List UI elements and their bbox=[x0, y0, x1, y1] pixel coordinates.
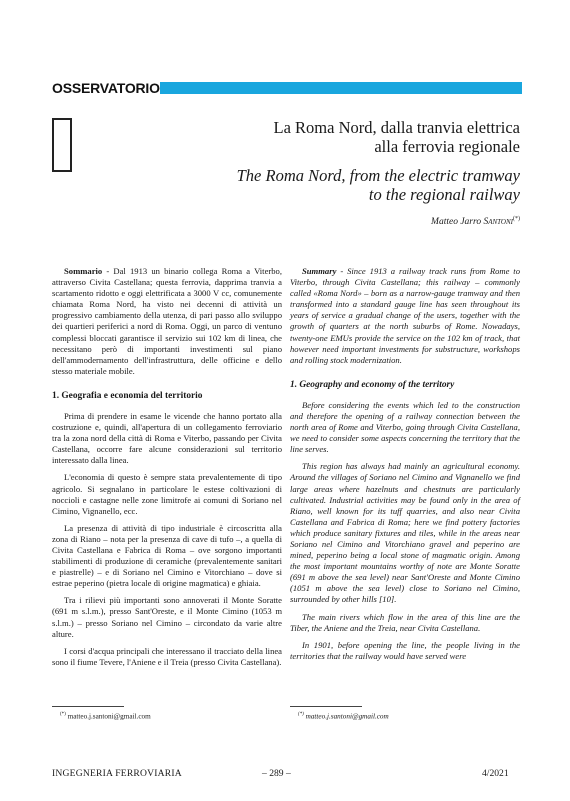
footnote-mark-right: (*) bbox=[298, 712, 304, 717]
footnote-rule-left bbox=[52, 706, 124, 707]
footer-issue: 4/2021 bbox=[482, 768, 509, 779]
abstract-italian bbox=[52, 266, 282, 377]
left-column-italian bbox=[52, 266, 282, 674]
footnote-email-left[interactable]: matteo.j.santoni@gmail.com bbox=[67, 712, 151, 721]
decorative-frame-mark bbox=[52, 118, 72, 172]
paragraph-english: The main rivers which flow in the area of this line are the Tiber, the Aniene and the Treia, near Civita Castellana. bbox=[290, 611, 520, 633]
section-color-bar bbox=[160, 82, 522, 94]
paragraph-italian: I corsi d'acqua principali che interessano il tracciato della linea sono il fiume Tevere, l'Aniene e il Treia (presso Civita Castellana). bbox=[52, 645, 282, 667]
abstract-english bbox=[290, 266, 520, 366]
title-italian bbox=[190, 118, 520, 156]
author-footnote-mark: (*) bbox=[513, 216, 520, 222]
footnote-mark-left: (*) bbox=[60, 712, 66, 717]
paragraph-english: This region has always had mainly an agricultural economy. Around the villages of Soriano nel Cimino and Vignanello we find large areas where hazelnuts and chestnuts are particularly cultivated. Industrial activities may be found only in the area of Riano, well known for its tuff quarries, and also near Civita Castellana and Fabrica di Roma; here we find pottery factories which produce sanitary fixtures and tiles, while in the areas near Soriano nel Cimino and Vitorchiano gravel and peperino are mined, peperino being a local stone of magmatic origin. Among the most important mountains worthy of note are Monte Soratte (691 m above the sea level) near Sant'Oreste and Monte Cimino (1051 m above the sea level) close to Soriano nel Cimino, surrounded by other hills [10]. bbox=[290, 461, 520, 605]
section-label: OSSERVATORIO bbox=[52, 80, 160, 96]
author-surname: Santoni bbox=[483, 217, 513, 228]
right-column-english bbox=[290, 266, 520, 668]
section-heading-english: 1. Geography and economy of the territory bbox=[290, 379, 455, 390]
footer-page-number: – 289 – bbox=[262, 768, 291, 779]
footer-journal-name: INGEGNERIA FERROVIARIA bbox=[52, 768, 182, 779]
paragraph-italian: Prima di prendere in esame le vicende che hanno portato alla costruzione e, quindi, all'apertura di un collegamento ferroviario tra la zona nord della città di Roma e Viterbo, passando per Civita Castellana, occorre fare alcune considerazioni sul territorio interessato dalla linea. bbox=[52, 410, 282, 466]
title-english-line1: The Roma Nord, from the electric tramway bbox=[236, 166, 520, 185]
author-given-name: Matteo Jarro bbox=[431, 217, 482, 228]
abstract-text-italian: - Dal 1913 un binario collega Roma a Viterbo, attraverso Civita Castellana; questa ferrovia, dapprima tranvia a scartamento ridotto e oggi elettrificata a 3000 V cc, comunemente chiamata Roma Nord, ha visto nei decenni di attività un progressivo cambiamento della utenza, di pari passo allo sviluppo dei quartieri periferici a nord di Roma. Oggi, un parco di ventuno complessi bloccati garantisce il servizio sui 102 km di linea, che necessitano però di importanti investimenti sul piano dell'ammodernamento dell'infrastruttura, delle officine e dello stesso materiale mobile. bbox=[52, 266, 282, 376]
abstract-lead-italian: Sommario bbox=[64, 266, 103, 276]
abstract-lead-english: Summary bbox=[302, 266, 337, 276]
title-english-line2: to the regional railway bbox=[368, 185, 520, 204]
title-english bbox=[190, 166, 520, 204]
paragraph-italian: La presenza di attività di tipo industriale è circoscritta alla zona di Riano – nota per la presenza di cave di tufo –, a quella di Civita Castellana e Fabrica di Roma – ove sorgono importanti stabilimenti di produzione di ceramiche (prevalentemente sanitari e piastrelle) – e di Soriano nel Cimino e Vitorchiano – dove si estrae peperino (pietra locale di origine magmatica) e ghiaia. bbox=[52, 522, 282, 589]
paragraph-italian: Tra i rilievi più importanti sono annoverati il Monte Soratte (691 m s.l.m.), presso Sant'Oreste, e il Monte Cimino (1053 m s.l.m.) – presso Soriano nel Cimino – circondato da varie altre alture. bbox=[52, 595, 282, 639]
title-italian-line2: alla ferrovia regionale bbox=[374, 137, 520, 156]
footnote-left bbox=[60, 712, 151, 720]
footnote-rule-right bbox=[290, 706, 362, 707]
paragraph-english: In 1901, before opening the line, the people living in the territories that the railway would have served were bbox=[290, 639, 520, 661]
abstract-text-english: - Since 1913 a railway track runs from Rome to Viterbo, through Civita Castellana; this railway – commonly called «Roma Nord» – born as a narrow-gauge tramway and then transformed into a standard gauge line has seen throughout its years of service a gradual change of the users, together with the growth of quarters at the north suburbs of Rome. Nowadays, twenty-one EMUs provide the service on the 102 km of track, that however need important investments for substructure, workshops and rolling stock modernization. bbox=[290, 266, 520, 365]
footnote-email-right[interactable]: matteo.j.santoni@gmail.com bbox=[305, 712, 389, 721]
footnote-right bbox=[298, 712, 389, 720]
title-italian-line1: La Roma Nord, dalla tranvia elettrica bbox=[273, 118, 520, 137]
paragraph-english: Before considering the events which led to the construction and therefore the opening of a railway connection between the north area of Rome and Viterbo, going through Civita Castellana, we need to consider some aspects concerning the territory that the line serves. bbox=[290, 399, 520, 455]
author-line bbox=[431, 216, 520, 227]
paragraph-italian: L'economia di questo è sempre stata prevalentemente di tipo agricolo. Si segnalano in particolare le estese coltivazioni di noccioli e castagne nelle zone limitrofe ai comuni di Soriano nel Cimino, Vignanello, ecc. bbox=[52, 472, 282, 516]
section-heading-italian: 1. Geografia e economia del territorio bbox=[52, 390, 203, 401]
